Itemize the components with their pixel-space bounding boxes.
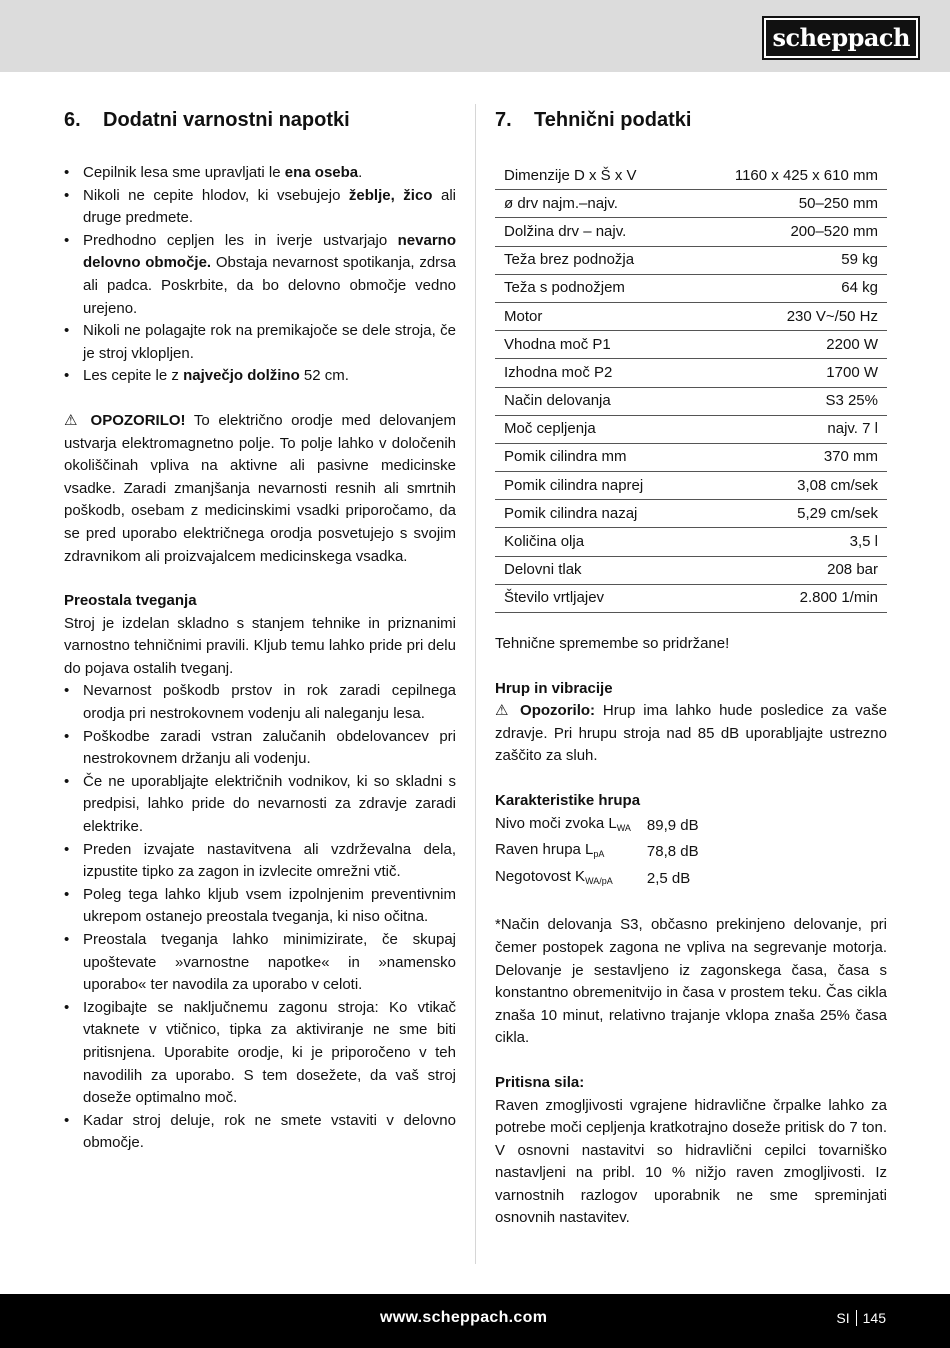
spec-value: 50–250 mm (689, 190, 887, 218)
section-6-heading: 6. Dodatni varnostni napotki (64, 109, 350, 131)
table-row (495, 274, 887, 302)
list-item: • Les cepite le z največjo dolžino 52 cm. (64, 365, 456, 388)
spec-label: Vhodna moč P1 (495, 331, 689, 359)
spec-value: 230 V~/50 Hz (689, 302, 887, 330)
list-item: • Izogibajte se naključnemu zagonu stroja: Ko vtikač vtaknete v vtičnico, tipka za aktiviranje ne sme biti pritisnjena. Uporabite orodje, ki je priporočeno v teh navodilih za uporabo. S tem dosežete, da vaš stroj doseže optimalno moč. (64, 997, 456, 1110)
table-row (495, 556, 887, 584)
residual-risks-heading: Preostala tveganja (64, 592, 197, 610)
column-divider (475, 104, 476, 1264)
table-row (495, 500, 887, 528)
spec-label: Dimenzije D x Š x V (495, 162, 689, 190)
spec-table (495, 162, 887, 613)
tech-changes-note: Tehnične spremembe so pridržane! (495, 635, 730, 652)
brand-logo: scheppach (762, 16, 920, 60)
spec-value: 208 bar (689, 556, 887, 584)
website-link[interactable]: www.scheppach.com (380, 1309, 548, 1326)
spec-label: Delovni tlak (495, 556, 689, 584)
table-row (495, 584, 887, 612)
safety-list (64, 162, 456, 388)
spec-value: najv. 7 l (689, 415, 887, 443)
spec-label: Količina olja (495, 528, 689, 556)
pressure-text: Raven zmogljivosti vgrajene hidravlične črpalke lahko za potrebe moči cepljenja kratkotrajno doseže pritisk do 7 ton. V osnovni nastavitvi so hidravlični cepilci tovarniško nastavljeni na pribl. 10 % nižjo raven zmogljivosti. Iz varnostnih razlogov uporabnik ne sme spreminjati osnovnih nastavitev. (495, 1096, 887, 1227)
spec-value: 2200 W (689, 331, 887, 359)
pressure-heading: Pritisna sila: (495, 1073, 585, 1091)
spec-label: Izhodna moč P2 (495, 359, 689, 387)
right-column (495, 104, 887, 1230)
spec-label: Moč cepljenja (495, 415, 689, 443)
table-row: Negotovost $K_{WA/pA}$ 2,5 dB (495, 867, 691, 887)
warning-icon: ⚠ (64, 411, 82, 429)
spec-value: S3 25% (689, 387, 887, 415)
table-row (495, 472, 887, 500)
spec-label: Motor (495, 302, 689, 330)
spec-value: 59 kg (689, 246, 887, 274)
spec-label: Teža brez podnožja (495, 246, 689, 274)
list-item: • Preden izvajate nastavitvena ali vzdrževalna dela, izpustite tipko za zagon in izvlecite omrežni vtič. (64, 839, 456, 884)
spec-value: 64 kg (689, 274, 887, 302)
list-item: • Kadar stroj deluje, rok ne smete vstaviti v delovno območje. (64, 1110, 456, 1155)
list-item: • Če ne uporabljajte električnih vodnikov, ki so skladni s predpisi, lahko pride do nevarnosti za zdravje zaradi elektrike. (64, 771, 456, 839)
list-item: • Predhodno cepljen les in iverje ustvarjajo nevarno delovno območje. Obstaja nevarnost spotikanja, zdrsa ali padca. Poskrbite, da bo delovno območje vedno urejeno. (64, 230, 456, 320)
spec-label: Teža s podnožjem (495, 274, 689, 302)
table-row (495, 162, 887, 190)
top-bar (0, 0, 950, 72)
footer-bar (0, 1294, 950, 1348)
residual-intro: Stroj je izdelan skladno s stanjem tehnike in priznanimi varnostno tehničnimi pravili. Kljub temu lahko pride pri delu do pojava ostalih tveganj. (64, 614, 456, 677)
list-item: • Cepilnik lesa sme upravljati le ena oseba. (64, 162, 456, 185)
section-7-heading: 7. Tehnični podatki (495, 109, 692, 131)
spec-value: 3,08 cm/sek (689, 472, 887, 500)
spec-value: 3,5 l (689, 528, 887, 556)
list-item: • Nikoli ne cepite hlodov, ki vsebujejo žeblje, žico ali druge predmete. (64, 185, 456, 230)
list-item: • Poleg tega lahko kljub vsem izpolnjenim preventivnim ukrepom ostanejo preostala tveganja, ki niso očitna. (64, 884, 456, 929)
noise-heading: Hrup in vibracije (495, 679, 613, 697)
table-row (495, 190, 887, 218)
emf-warning: ⚠ OPOZORILO! To električno orodje med delovanjem ustvarja elektromagnetno polje. To polje lahko v določenih okoliščinah vpliva na aktivne ali pasivne medicinske vsadke. Zaradi zmanjšanja nevarnosti resnih ali smrtnih poškodb, osebam z medicinskimi vsadki priporočamo, da se pred uporabo električnega orodja posvetujejo s svojim zdravnikom ali proizvajalcem medicinskega vsadka. (64, 411, 456, 565)
warning-icon: ⚠ (495, 702, 513, 720)
spec-label: Način delovanja (495, 387, 689, 415)
spec-label: Pomik cilindra mm (495, 443, 689, 471)
table-row (495, 359, 887, 387)
page-number: SI 145 (836, 1310, 886, 1326)
spec-label: Dolžina drv – najv. (495, 218, 689, 246)
table-row: Nivo moči zvoka $L_{WA}$ 89,9 dB (495, 814, 699, 834)
spec-value: 2.800 1/min (689, 584, 887, 612)
spec-value: 370 mm (689, 443, 887, 471)
table-row: Raven hrupa $L_{pA}$ 78,8 dB (495, 841, 699, 861)
noise-warning: ⚠ Opozorilo: Hrup ima lahko hude posledice za vaše zdravje. Pri hrupu stroja nad 85 dB uporabljajte ustrezno zaščito za sluh. (495, 702, 887, 765)
residual-list (64, 680, 456, 1154)
spec-value: 1160 x 425 x 610 mm (689, 162, 887, 190)
s3-mode-note: *Način delovanja S3, občasno prekinjeno delovanje, pri čemer postopek zagona ne vpliva na segrevanje motorja. Delovanje je sestavljeno iz zagonskega časa, časa s konstantno obremenitvijo in časa v prostem teku. Čas cikla znaša 10 minut, relativno trajanje vklopa znaša 25% časa cikla. (495, 916, 887, 1047)
table-row (495, 387, 887, 415)
list-item: • Poškodbe zaradi vstran zalučanih obdelovancev pri nestrokovnem držanju ali vodenju. (64, 726, 456, 771)
table-row (495, 302, 887, 330)
list-item: • Nikoli ne polagajte rok na premikajoče se dele stroja, če je stroj vklopljen. (64, 320, 456, 365)
table-row (495, 331, 887, 359)
noise-characteristics-heading: Karakteristike hrupa (495, 791, 641, 809)
list-item: • Nevarnost poškodb prstov in rok zaradi cepilnega orodja pri nestrokovnem vodenju ali naleganju lesa. (64, 680, 456, 725)
spec-label: Število vrtljajev (495, 584, 689, 612)
left-column (64, 104, 456, 1155)
list-item: • Preostala tveganja lahko minimizirate, če skupaj upoštevate »varnostne napotke« in »namensko uporabo« ter navodila za uporabo v celoti. (64, 929, 456, 997)
spec-label: Pomik cilindra nazaj (495, 500, 689, 528)
table-row (495, 218, 887, 246)
noise-table (495, 813, 699, 893)
table-row (495, 443, 887, 471)
spec-label: ø drv najm.–najv. (495, 190, 689, 218)
spec-label: Pomik cilindra naprej (495, 472, 689, 500)
spec-value: 1700 W (689, 359, 887, 387)
spec-value: 5,29 cm/sek (689, 500, 887, 528)
table-row (495, 528, 887, 556)
table-row (495, 246, 887, 274)
table-row (495, 415, 887, 443)
spec-value: 200–520 mm (689, 218, 887, 246)
